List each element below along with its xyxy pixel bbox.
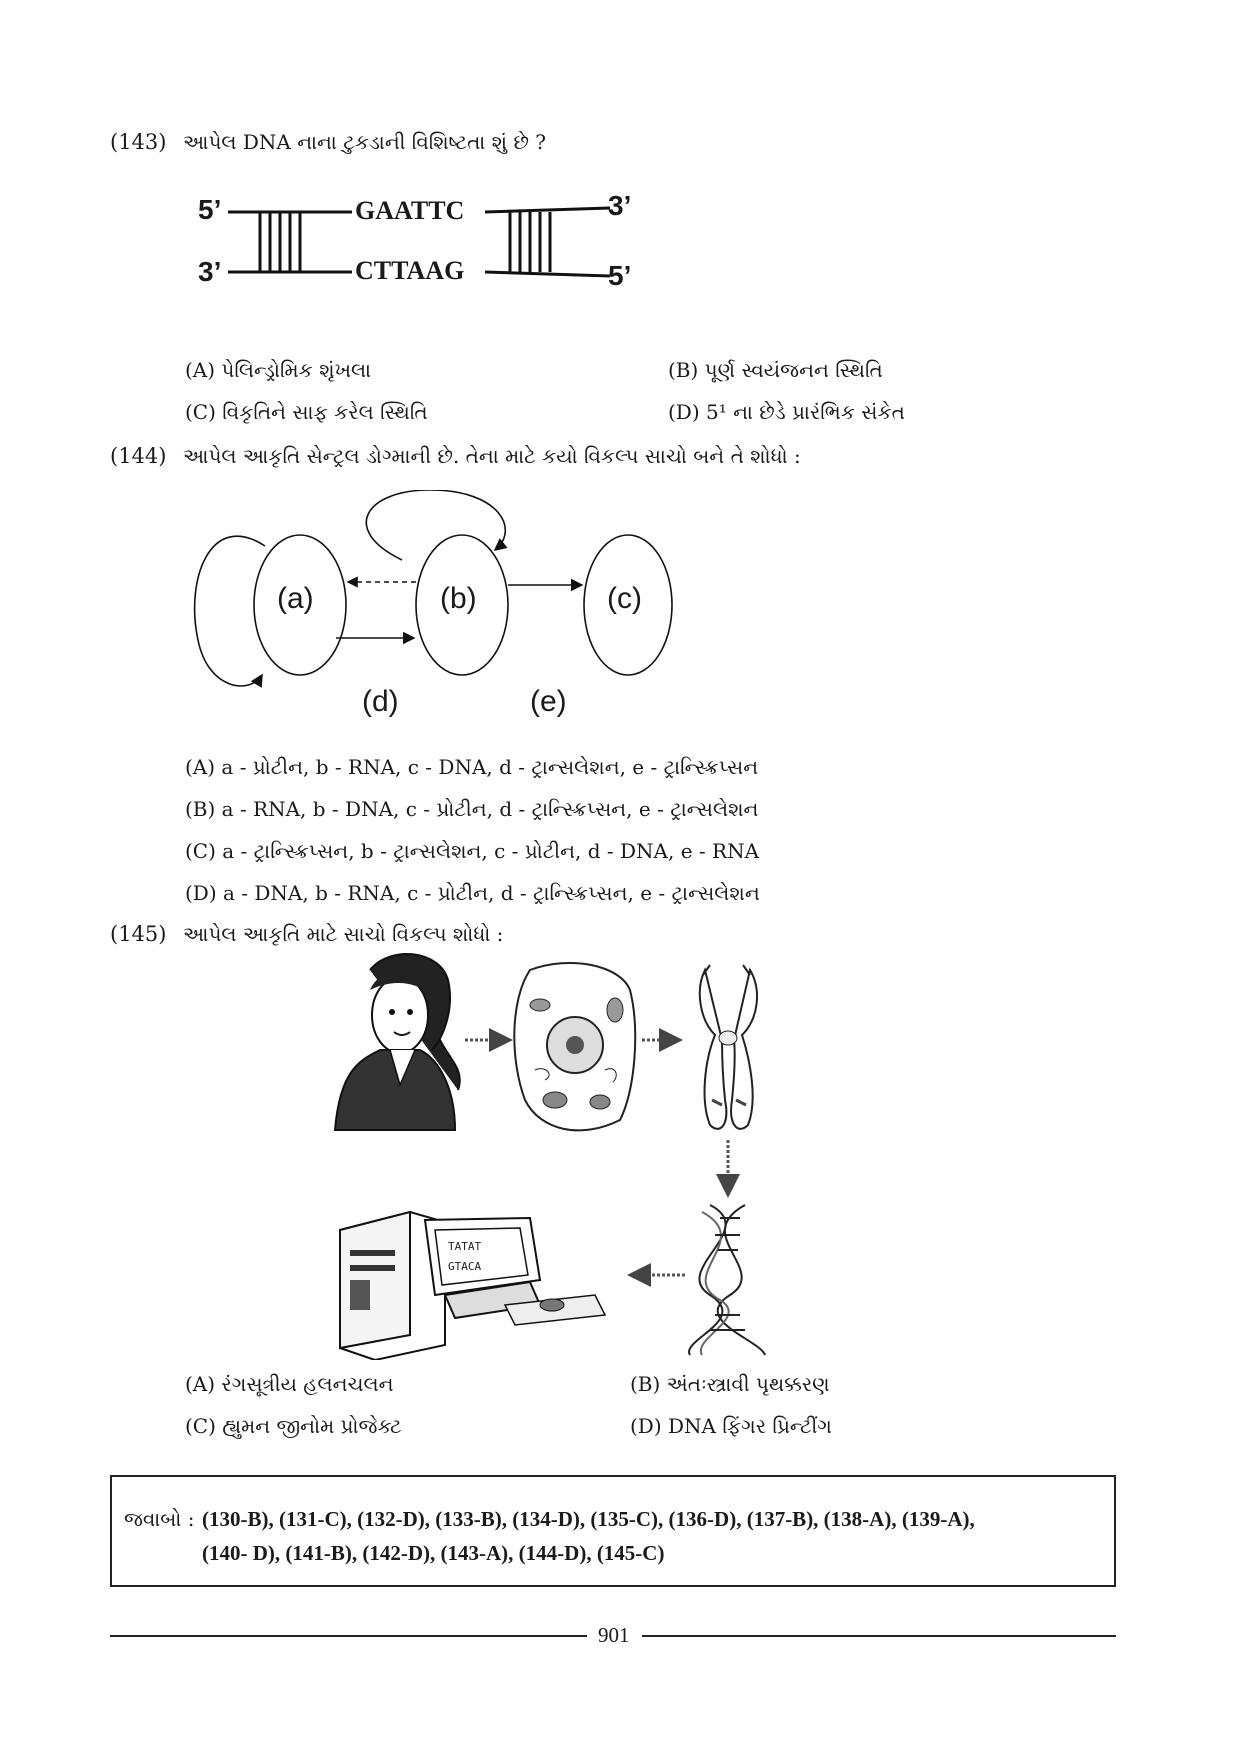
dna-fragment-diagram: [190, 190, 650, 300]
bottom-sequence: CTTAAG: [355, 256, 465, 285]
genome-project-svg: [330, 950, 830, 1360]
bottom-left-end-label: 3’: [198, 256, 222, 287]
base-pairs-right: [510, 212, 550, 272]
label-c: (c): [607, 582, 642, 615]
footer-rule-left: [110, 1635, 587, 1637]
label-e: (e): [530, 685, 567, 718]
dna-helix-illustration: [689, 1205, 765, 1355]
top-sequence: GAATTC: [355, 196, 465, 225]
top-left-end-label: 5’: [198, 194, 222, 225]
q145-option-a: (A) રંગસૂત્રીય હલનચલન: [185, 1372, 394, 1396]
question-number-145: (145): [110, 922, 167, 946]
base-pairs-left: [260, 212, 300, 272]
bottom-right-end-label: 5’: [608, 260, 632, 291]
q143-option-c: (C) વિકૃતિને સાફ કરેલ સ્થિતિ: [185, 400, 428, 424]
top-strand-right: [485, 208, 610, 212]
genome-project-figure: [330, 950, 830, 1360]
computer-illustration: [340, 1212, 605, 1360]
answers-line-2: (140- D), (141-B), (142-D), (143-A), (144-D), (145-C): [202, 1541, 665, 1565]
q144-option-a: (A) a - પ્રોટીન, b - RNA, c - DNA, d - ટ્રાન્સલેશન, e - ટ્રાન્સ્ક્રિપ્સન: [185, 755, 759, 779]
q144-option-c: (C) a - ટ્રાન્સ્ક્રિપ્સન, b - ટ્રાન્સલેશન, c - પ્રોટીન, d - DNA, e - RNA: [185, 839, 760, 863]
monitor-text-line-2: GTACA: [448, 1260, 482, 1273]
label-b: (b): [440, 582, 477, 615]
q143-option-b: (B) પૂર્ણ સ્વયંજનન સ્થિતિ: [668, 358, 883, 382]
monitor-text-line-1: TATAT: [448, 1240, 482, 1253]
q143-option-a: (A) પેલિન્ડ્રોમિક શૃંખલા: [185, 358, 372, 382]
question-number-143: (143): [110, 130, 167, 154]
q144-option-d: (D) a - DNA, b - RNA, c - પ્રોટીન, d - ટ્રાન્સ્ક્રિપ્સન, e - ટ્રાન્સલેશન: [185, 881, 760, 905]
top-right-end-label: 3’: [608, 190, 632, 221]
chromosome-illustration: [700, 965, 757, 1129]
footer-rule-right: [642, 1635, 1116, 1637]
q145-option-c: (C) હ્યુમન જીનોમ પ્રોજેક્ટ: [185, 1414, 402, 1438]
label-d: (d): [362, 685, 399, 718]
cell-illustration: [514, 963, 635, 1130]
q143-option-d: (D) 5¹ ના છેડે પ્રારંભિક સંકેત: [668, 400, 905, 424]
page-number: 901: [598, 1623, 630, 1647]
question-text-144: આપેલ આકૃતિ સેન્ટ્રલ ડોગ્માની છે. તેના માટે કયો વિકલ્પ સાચો બને તે શોધો :: [183, 444, 801, 468]
question-text-145: આપેલ આકૃતિ માટે સાચો વિકલ્પ શોધો :: [183, 922, 504, 946]
answers-box: [110, 1475, 1116, 1587]
question-number-144: (144): [110, 444, 167, 468]
label-a: (a): [277, 582, 314, 615]
answers-line-1: (130-B), (131-C), (132-D), (133-B), (134-D), (135-C), (136-D), (137-B), (138-A), (139-A),: [202, 1507, 975, 1531]
q144-option-b: (B) a - RNA, b - DNA, c - પ્રોટીન, d - ટ્રાન્સ્ક્રિપ્સન, e - ટ્રાન્સલેશન: [185, 797, 759, 821]
woman-illustration: [335, 954, 460, 1130]
bottom-strand-right: [485, 272, 610, 276]
question-text-143: આપેલ DNA નાના ટુકડાની વિશિષ્ટતા શું છે ?: [183, 130, 547, 154]
q145-option-b: (B) અંતઃસ્ત્રાવી પૃથક્કરણ: [630, 1372, 830, 1396]
central-dogma-diagram: [190, 490, 690, 730]
answers-label: જવાબો :: [124, 1507, 195, 1531]
q145-option-d: (D) DNA ફિંગર પ્રિન્ટીંગ: [630, 1414, 832, 1438]
